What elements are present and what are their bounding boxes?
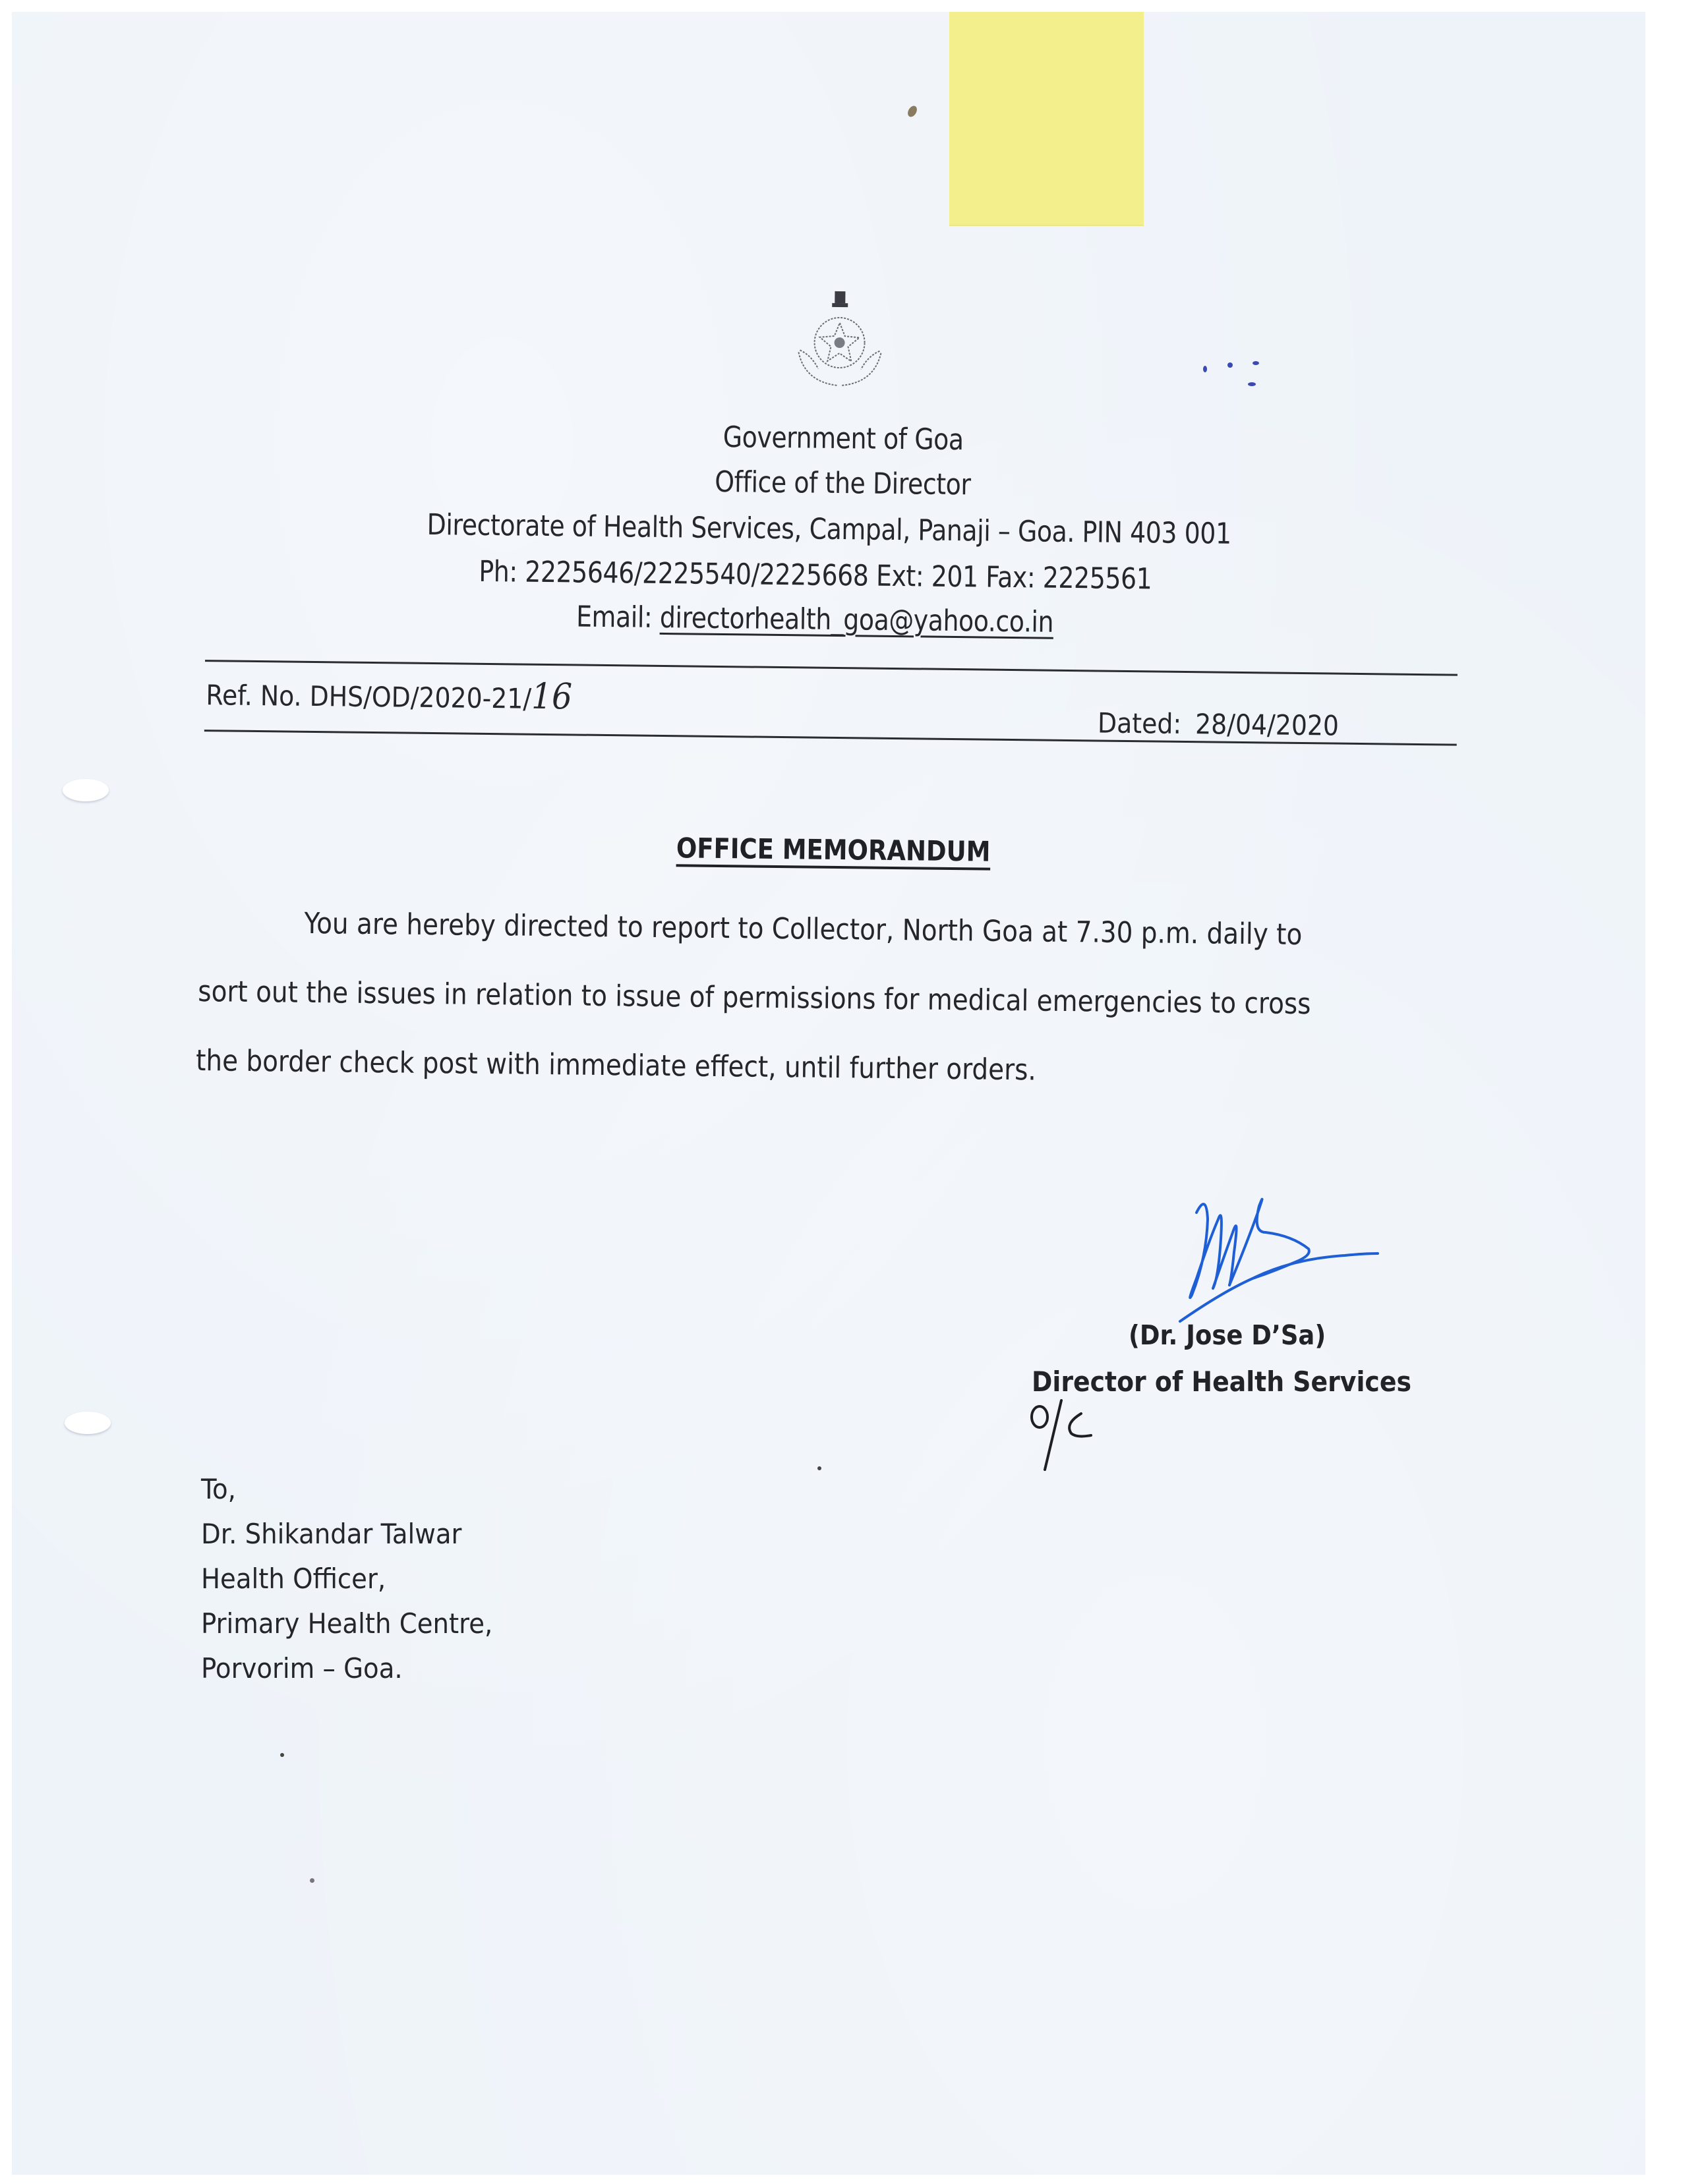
letterhead-phone: Ph: 2225646/2225540/2225668 Ext: 201 Fax: 2225561 (479, 554, 1152, 596)
letterhead-address: Directorate of Health Services, Campal, Panaji – Goa. PIN 403 001 (427, 507, 1231, 551)
recipient-office: Primary Health Centre, (201, 1607, 493, 1640)
letterhead-office: Office of the Director (715, 465, 971, 502)
recipient-designation: Health Officer, (201, 1563, 386, 1595)
date-value: 28/04/2020 (1194, 708, 1340, 742)
letterhead-government: Government of Goa (723, 420, 964, 457)
dated-label: Dated: (1097, 706, 1182, 740)
date-line (1098, 706, 1340, 741)
recipient-location: Porvorim – Goa. (201, 1652, 403, 1684)
signatory-designation: Director of Health Services (1032, 1365, 1411, 1398)
goa-emblem-icon (785, 289, 895, 389)
signatory-name: (Dr. Jose D’Sa) (1129, 1319, 1326, 1351)
memo-body-line-1: You are hereby directed to report to Collector, North Goa at 7.30 p.m. daily to (304, 906, 1303, 952)
oc-annotation-icon (1025, 1397, 1104, 1476)
memo-body-line-3: the border check post with immediate effect, until further orders. (195, 1043, 1037, 1087)
ref-handwritten-number: 16 (531, 675, 573, 718)
recipient-name: Dr. Shikandar Talwar (201, 1518, 462, 1550)
ref-prefix: Ref. No. DHS/OD/2020-21/ (206, 679, 532, 715)
reference-number (206, 672, 572, 717)
memo-body-line-2: sort out the issues in relation to issue of permissions for medical emergencies to cross (198, 975, 1311, 1021)
letterhead-email-row (92, 594, 1537, 645)
memo-title: OFFICE MEMORANDUM (676, 832, 991, 868)
email-link[interactable]: directorhealth_goa@yahoo.co.in (659, 600, 1054, 639)
email-label: Email: (575, 600, 661, 635)
recipient-to: To, (201, 1473, 236, 1505)
